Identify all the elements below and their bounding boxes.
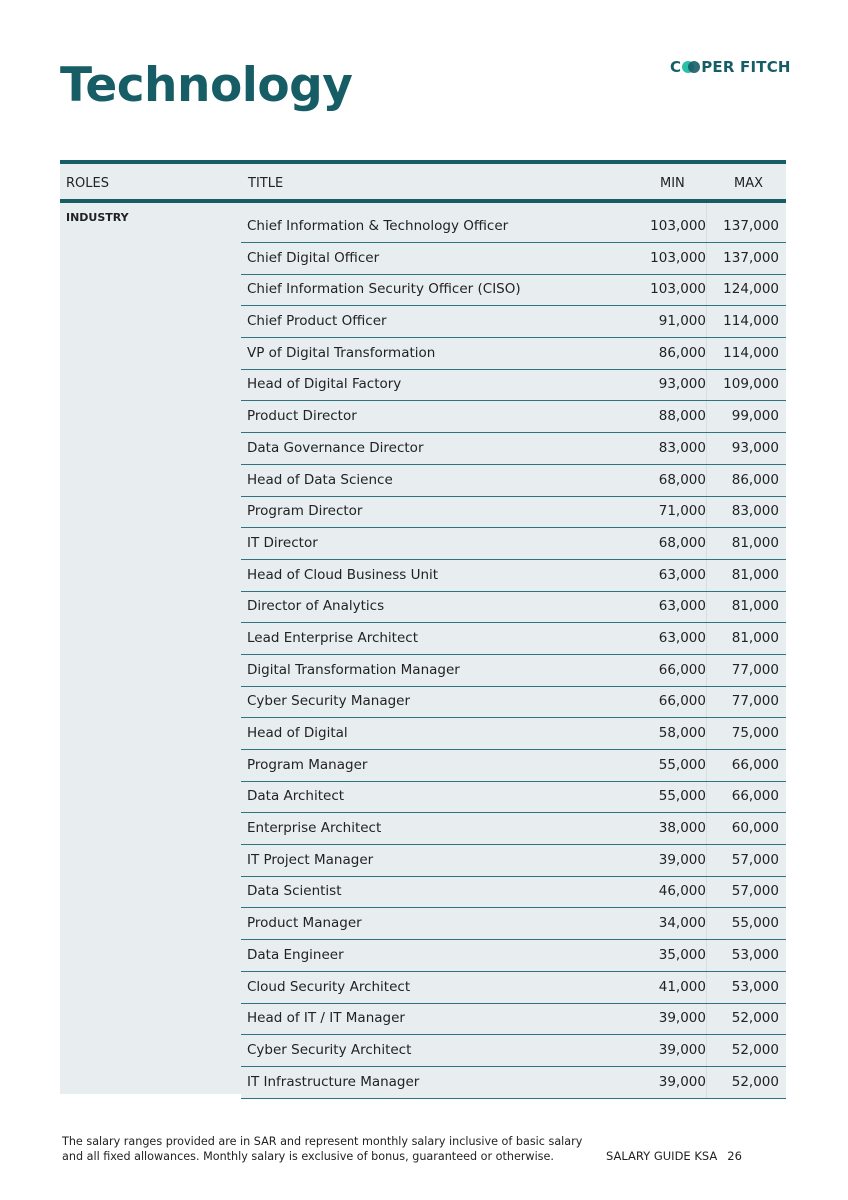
row-max: 114,000 [723,344,779,361]
row-max: 81,000 [731,629,779,646]
table-row [241,750,786,782]
table-row [241,687,786,719]
table-row [241,203,786,243]
table-row [241,813,786,845]
row-max: 93,000 [731,439,779,456]
row-max: 114,000 [723,313,779,330]
row-min: 34,000 [658,915,706,932]
row-min: 103,000 [650,218,706,234]
table-row [241,433,786,465]
row-min: 68,000 [658,534,706,551]
table-row [241,1067,786,1099]
row-min: 55,000 [658,788,706,805]
footnote-line-1: The salary ranges provided are in SAR and represent monthly salary inclusive of basic salary [62,1135,583,1148]
table-row [241,1035,786,1067]
table-row [241,655,786,687]
table-row [241,908,786,940]
row-title: Head of Digital [247,725,348,741]
section-label-industry: INDUSTRY [66,211,129,224]
row-min: 39,000 [658,1041,706,1058]
row-max: 53,000 [731,946,779,963]
table-row [241,1004,786,1036]
row-title: Product Director [247,408,357,425]
table-row [241,370,786,402]
row-min: 39,000 [658,1010,706,1027]
row-max: 137,000 [723,249,779,266]
row-title: IT Project Manager [247,851,374,868]
row-max: 81,000 [731,534,779,551]
row-title: Head of Digital Factory [247,376,402,393]
row-title: Cloud Security Architect [247,978,411,995]
table-row [241,275,786,307]
table-row [241,528,786,560]
row-max: 99,000 [731,408,779,425]
row-min: 46,000 [658,883,706,900]
row-min: 93,000 [658,376,706,393]
row-title: Cyber Security Architect [247,1041,412,1058]
row-title: Chief Digital Officer [247,249,380,266]
row-min: 68,000 [658,471,706,488]
row-max: 124,000 [723,281,779,298]
row-min: 35,000 [658,946,706,963]
row-max: 75,000 [731,725,779,741]
row-max: 86,000 [731,471,779,488]
row-title: Data Scientist [247,883,342,900]
row-title: Lead Enterprise Architect [247,629,418,646]
row-min: 39,000 [658,851,706,868]
row-max: 77,000 [731,661,779,678]
row-min: 63,000 [658,629,706,646]
row-min: 88,000 [658,408,706,425]
row-min: 38,000 [658,820,706,837]
row-max: 52,000 [731,1073,779,1090]
row-min: 55,000 [658,756,706,773]
table-row [241,306,786,338]
row-max: 137,000 [723,218,779,234]
row-min: 71,000 [658,503,706,520]
table-rows [241,203,786,1099]
table-row [241,338,786,370]
table-row [241,845,786,877]
row-title: Data Engineer [247,946,344,963]
column-header-max: MAX [734,176,764,191]
page-number: 26 [727,1149,742,1163]
row-max: 77,000 [731,693,779,710]
table-row [241,623,786,655]
row-title: Program Manager [247,756,368,773]
row-max: 52,000 [731,1010,779,1027]
row-max: 57,000 [731,883,779,900]
row-min: 66,000 [658,661,706,678]
row-min: 83,000 [658,439,706,456]
row-min: 41,000 [658,978,706,995]
row-max: 66,000 [731,788,779,805]
row-title: Program Director [247,503,363,520]
row-title: Head of Data Science [247,471,393,488]
row-title: Data Governance Director [247,439,424,456]
row-max: 60,000 [731,820,779,837]
table-row [241,497,786,529]
table-row [241,782,786,814]
guide-name: SALARY GUIDE KSA [606,1149,718,1163]
row-min: 58,000 [658,725,706,741]
table-header [60,160,786,203]
row-title: Cyber Security Manager [247,693,411,710]
row-max: 81,000 [731,598,779,615]
row-title: IT Infrastructure Manager [247,1073,420,1090]
row-title: Head of IT / IT Manager [247,1010,405,1027]
row-title: Chief Information & Technology Officer [247,218,509,234]
row-title: Data Architect [247,788,345,805]
page-title: Technology [60,58,353,113]
table-row [241,243,786,275]
row-max: 109,000 [723,376,779,393]
table-row [241,465,786,497]
row-max: 55,000 [731,915,779,932]
cooper-fitch-logo: C PER FITCH [670,58,791,76]
table-row [241,877,786,909]
footnote [62,1134,602,1164]
row-min: 39,000 [658,1073,706,1090]
row-min: 103,000 [650,249,706,266]
logo-circles-icon [682,61,700,73]
table-row [241,972,786,1004]
row-max: 83,000 [731,503,779,520]
row-title: IT Director [247,534,318,551]
row-min: 63,000 [658,566,706,583]
row-title: Chief Product Officer [247,313,387,330]
row-min: 63,000 [658,598,706,615]
column-header-min: MIN [660,176,685,191]
page-footer [606,1149,742,1163]
salary-table [60,160,786,1094]
row-max: 57,000 [731,851,779,868]
footnote-line-2: and all fixed allowances. Monthly salary is exclusive of bonus, guaranteed or otherwise. [62,1150,554,1163]
row-title: Chief Information Security Officer (CISO) [247,281,521,298]
row-max: 66,000 [731,756,779,773]
row-title: VP of Digital Transformation [247,344,436,361]
row-title: Director of Analytics [247,598,385,615]
roles-column [60,203,241,1094]
row-min: 103,000 [650,281,706,298]
row-min: 66,000 [658,693,706,710]
table-row [241,940,786,972]
table-row [241,401,786,433]
column-header-roles: ROLES [66,176,109,191]
table-row [241,560,786,592]
row-min: 86,000 [658,344,706,361]
table-row [241,592,786,624]
row-min: 91,000 [658,313,706,330]
row-title: Digital Transformation Manager [247,661,460,678]
row-title: Product Manager [247,915,362,932]
row-max: 52,000 [731,1041,779,1058]
row-title: Enterprise Architect [247,820,382,837]
table-row [241,718,786,750]
row-title: Head of Cloud Business Unit [247,566,439,583]
row-max: 81,000 [731,566,779,583]
row-max: 53,000 [731,978,779,995]
column-header-title: TITLE [248,176,284,191]
